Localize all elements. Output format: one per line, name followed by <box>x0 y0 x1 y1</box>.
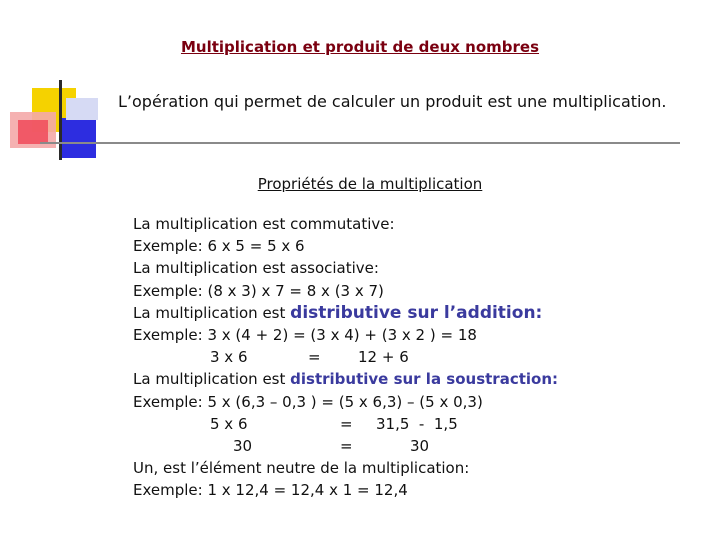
associative-example: Exemple: (8 x 3) x 7 = 8 x (3 x 7) <box>133 281 384 300</box>
step-left: 3 x 6 <box>210 348 248 367</box>
neutral-element-line: Un, est l’élément neutre de la multiplication: <box>133 459 470 478</box>
result-left: 30 <box>233 436 253 455</box>
step-left: 5 x 6 <box>210 414 248 433</box>
distributive-addition-prefix: La multiplication est <box>133 303 291 322</box>
distributive-subtraction-emphasis: distributive sur la soustraction: <box>290 370 559 389</box>
step-equals: = <box>308 348 321 367</box>
step-right: 31,5 - 1,5 <box>376 414 458 433</box>
vertical-rule <box>59 80 62 160</box>
distributive-addition-emphasis: distributive sur l’addition: <box>290 302 543 323</box>
distributive-subtraction-result <box>133 435 558 457</box>
step-equals: = <box>340 414 353 433</box>
horizontal-rule <box>40 142 680 144</box>
commutative-example: Exemple: 6 x 5 = 5 x 6 <box>133 237 305 256</box>
commutative-line: La multiplication est commutative: <box>133 215 395 233</box>
distributive-subtraction-line <box>133 368 558 390</box>
step-right: 12 + 6 <box>358 348 409 367</box>
distributive-addition-step <box>133 346 558 368</box>
distributive-addition-line <box>133 302 558 324</box>
result-equals: = <box>340 436 353 455</box>
properties-list <box>133 213 558 501</box>
page-title: Multiplication et produit de deux nombres <box>180 38 540 56</box>
distributive-subtraction-step <box>133 413 558 435</box>
distributive-subtraction-example: Exemple: 5 x (6,3 – 0,3 ) = (5 x 6,3) – (5 x 0,3) <box>133 392 483 411</box>
distributive-addition-example: Exemple: 3 x (4 + 2) = (3 x 4) + (3 x 2 ) = 18 <box>133 325 477 344</box>
decorative-squares-graphic <box>0 0 110 170</box>
intro-text: L’opération qui permet de calculer un produit est une multiplication. <box>118 92 667 111</box>
associative-line: La multiplication est associative: <box>133 259 379 278</box>
distributive-subtraction-prefix: La multiplication est <box>133 370 291 389</box>
neutral-element-example: Exemple: 1 x 12,4 = 12,4 x 1 = 12,4 <box>133 481 408 500</box>
result-right: 30 <box>410 436 430 455</box>
section-subtitle: Propriétés de la multiplication <box>257 175 483 193</box>
